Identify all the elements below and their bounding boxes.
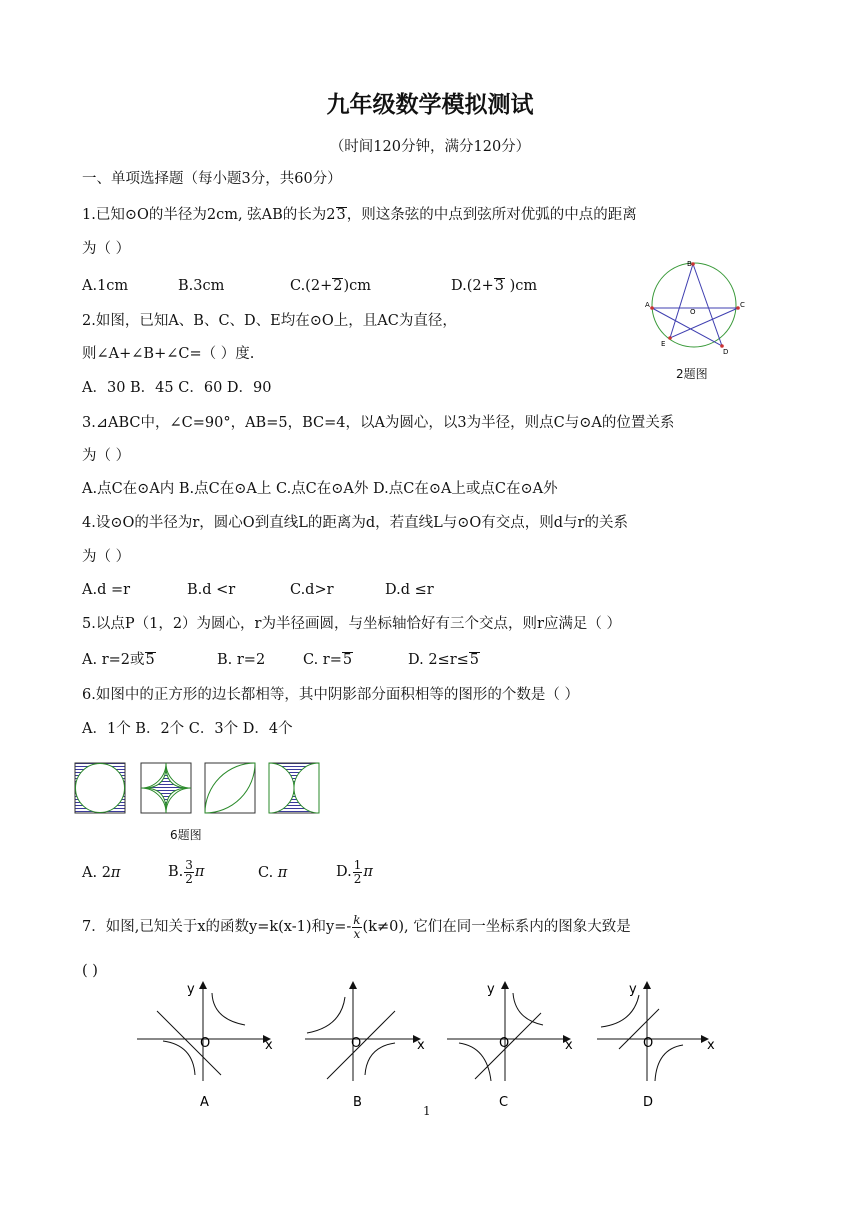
q6-option2-d: D. $\frac{1}{2}$ π (336, 857, 373, 886)
q1-option-d: D.(2+3 )cm (451, 278, 538, 294)
q4-option-c: C.d>r (290, 582, 334, 598)
q5-option-b: B. r=2 (217, 652, 266, 668)
q7-label-d: D (643, 1095, 654, 1110)
q7-c-axis-x: x (565, 1038, 573, 1053)
q7-d-origin: O (643, 1036, 654, 1051)
q7-label-b: B (353, 1095, 362, 1110)
q7-b-axis-x: x (417, 1038, 425, 1053)
q5-option-a: A. r=2或5 (82, 652, 155, 668)
q7-graph-a (137, 981, 273, 1110)
q1-option-a: A.1cm (82, 278, 129, 294)
q3-line2: 为（ ） (82, 448, 131, 464)
q2-figure (640, 258, 750, 358)
q2-line2: 则∠A+∠B+∠C=（ ）度. (82, 346, 255, 362)
q2-label-o: O (690, 308, 696, 316)
q2-label-e: E (661, 340, 666, 348)
q6-line1: 6.如图中的正方形的边长都相等，其中阴影部分面积相等的图形的个数是（ ） (82, 687, 579, 703)
q7-graphs (135, 975, 735, 1115)
q2-label-b: B (687, 260, 692, 268)
q6-option2-c: C. π (258, 865, 288, 881)
q1-option-c: C.(2+2)cm (290, 278, 371, 294)
q7-d-axis-y: y (629, 982, 637, 997)
q4-option-b: B.d <r (187, 582, 236, 598)
page-title: 九年级数学模拟测试 (326, 92, 534, 118)
q6-figures (74, 762, 324, 814)
q5-option-c: C. r=5 (303, 652, 353, 668)
q5-line1: 5.以点P（1，2）为圆心，r为半径画圆，与坐标轴恰好有三个交点，则r应满足（ ） (82, 616, 622, 632)
q6-caption: 6题图 (170, 828, 202, 842)
q7-a-origin: O (200, 1036, 211, 1051)
q4-line1: 4.设⊙O的半径为r，圆心O到直线L的距离为d，若直线L与⊙O有交点，则d与r的关系 (82, 515, 628, 531)
q7-a-axis-x: x (265, 1038, 273, 1053)
q7-graph-d (597, 981, 715, 1110)
q2-label-a: A (645, 301, 650, 309)
q4-option-a: A.d =r (82, 582, 131, 598)
q7-c-origin: O (499, 1036, 510, 1051)
q7-a-axis-y: y (187, 982, 195, 997)
q7-label-a: A (200, 1095, 209, 1110)
q7-b-origin: O (351, 1036, 362, 1051)
q2-options: A．30 B．45 C．60 D．90 (82, 380, 272, 396)
q4-option-d: D.d ≤r (385, 582, 434, 598)
q1-line2: 为（ ） (82, 241, 131, 257)
q2-caption: 2题图 (676, 367, 708, 381)
q7-d-axis-x: x (707, 1038, 715, 1053)
q2-line1: 2.如图，已知A、B、C、D、E均在⊙O上，且AC为直径， (82, 313, 457, 329)
q7-graph-b (305, 981, 425, 1110)
q6-options: A．1个 B．2个 C．3个 D．4个 (82, 721, 293, 737)
q3-options: A.点C在⊙A内 B.点C在⊙A上 C.点C在⊙A外 D.点C在⊙A上或点C在⊙A外 (82, 481, 558, 497)
q7-line1: 7．如图,已知关于x的函数y=k(x-1)和y=- $\frac{k}{x}$ (k≠0), 它们在同一坐标系内的图象大致是 (82, 912, 631, 941)
q1-option-b: B.3cm (178, 278, 225, 294)
q1-line1: 1.已知⊙O的半径为2cm, 弦AB的长为23，则这条弦的中点到弦所对优弧的中点的距离 (82, 207, 637, 223)
page-number: 1 (423, 1104, 431, 1118)
section-heading: 一、单项选择题（每小题3分，共60分） (82, 171, 342, 187)
q7-label-c: C (499, 1095, 509, 1110)
q7-line2: ( ) (82, 963, 98, 979)
q3-line1: 3.⊿ABC中，∠C=90°，AB=5，BC=4，以A为圆心，以3为半径，则点C与⊙A的位置关系 (82, 415, 675, 431)
q5-option-d: D. 2≤r≤5 (408, 652, 480, 668)
q7-graph-c (447, 981, 573, 1110)
q2-label-c: C (740, 301, 745, 309)
q4-line2: 为（ ） (82, 549, 131, 565)
q6-option2-b: B. $\frac{3}{2}$ π (168, 857, 205, 886)
subtitle: （时间120分钟，满分120分） (329, 139, 531, 155)
q7-c-axis-y: y (487, 982, 495, 997)
q6-option2-a: A. 2π (82, 865, 121, 881)
q2-label-d: D (723, 348, 729, 356)
